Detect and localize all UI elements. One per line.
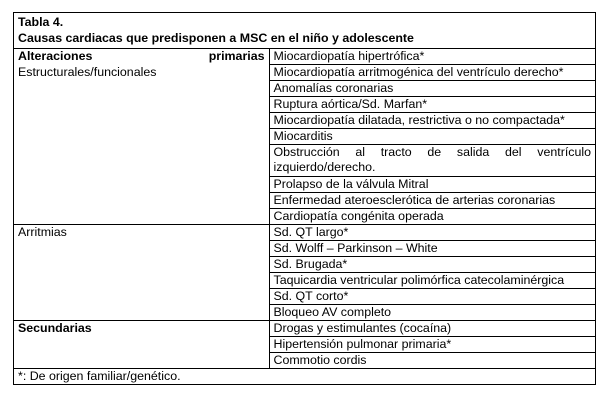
item-cell: Miocarditis bbox=[269, 129, 595, 145]
subcategory-structural: Estructurales/funcionales bbox=[14, 65, 269, 81]
table-row bbox=[14, 305, 595, 321]
item-cell: Enfermedad ateroesclerótica de arterias coronarias bbox=[269, 193, 595, 209]
item-cell: Commotio cordis bbox=[273, 353, 367, 367]
table-row bbox=[14, 97, 595, 113]
category-secondary: Secundarias bbox=[14, 321, 269, 337]
item-cell: Sd. Brugada* bbox=[269, 257, 595, 273]
item-cell: Taquicardia ventricular polimórfica catecolaminérgica bbox=[269, 273, 595, 289]
table-row bbox=[14, 225, 595, 241]
table-caption bbox=[14, 13, 595, 49]
table-row bbox=[14, 113, 595, 129]
item-cell: Hipertensión pulmonar primaria* bbox=[269, 337, 595, 353]
table-row bbox=[14, 337, 595, 353]
item-cell: Sd. Wolff – Parkinson – White bbox=[269, 241, 595, 257]
table-row bbox=[14, 273, 595, 289]
table-figure bbox=[13, 12, 596, 385]
category-word-2: primarias bbox=[208, 49, 265, 63]
table-row bbox=[14, 289, 595, 305]
table-row bbox=[14, 353, 595, 369]
item-cell: Anomalías coronarias bbox=[269, 81, 595, 97]
table-title: Causas cardiacas que predisponen a MSC en el niño y adolescente bbox=[18, 31, 414, 45]
table-row bbox=[14, 177, 595, 193]
item-cell: Sd. QT largo* bbox=[269, 225, 595, 241]
item-cell: Ruptura aórtica/Sd. Marfan* bbox=[269, 97, 595, 113]
table-label: Tabla 4. bbox=[18, 15, 64, 29]
table-row bbox=[14, 209, 595, 225]
table-row bbox=[14, 65, 595, 81]
item-cell: Bloqueo AV completo bbox=[269, 305, 595, 321]
table-row bbox=[14, 145, 595, 177]
item-cell: Prolapso de la válvula Mitral bbox=[269, 177, 595, 193]
item-cell: Sd. QT corto* bbox=[269, 289, 595, 305]
item-cell: Cardiopatía congénita operada bbox=[269, 209, 595, 225]
category-word-1: Alteraciones bbox=[18, 49, 93, 63]
item-cell: Miocardiopatía arritmogénica del ventrículo derecho* bbox=[269, 65, 595, 81]
table-row bbox=[14, 321, 595, 337]
table-row bbox=[14, 193, 595, 209]
table-footnote: *: De origen familiar/genético. bbox=[14, 368, 595, 384]
item-cell: Miocardiopatía hipertrófica* bbox=[269, 49, 595, 65]
category-primary bbox=[14, 49, 269, 65]
table-row bbox=[14, 81, 595, 97]
table-row bbox=[14, 257, 595, 273]
table-row bbox=[14, 49, 595, 65]
item-cell: Miocardiopatía dilatada, restrictiva o no compactada* bbox=[269, 113, 595, 129]
table-row bbox=[14, 129, 595, 145]
table-row bbox=[14, 241, 595, 257]
item-cell: Obstrucción al tracto de salida del ventrículo izquierdo/derecho. bbox=[269, 145, 595, 177]
item-cell: Drogas y estimulantes (cocaína) bbox=[269, 321, 595, 337]
causes-table bbox=[14, 49, 595, 368]
subcategory-arrhythmias: Arritmias bbox=[14, 225, 269, 241]
